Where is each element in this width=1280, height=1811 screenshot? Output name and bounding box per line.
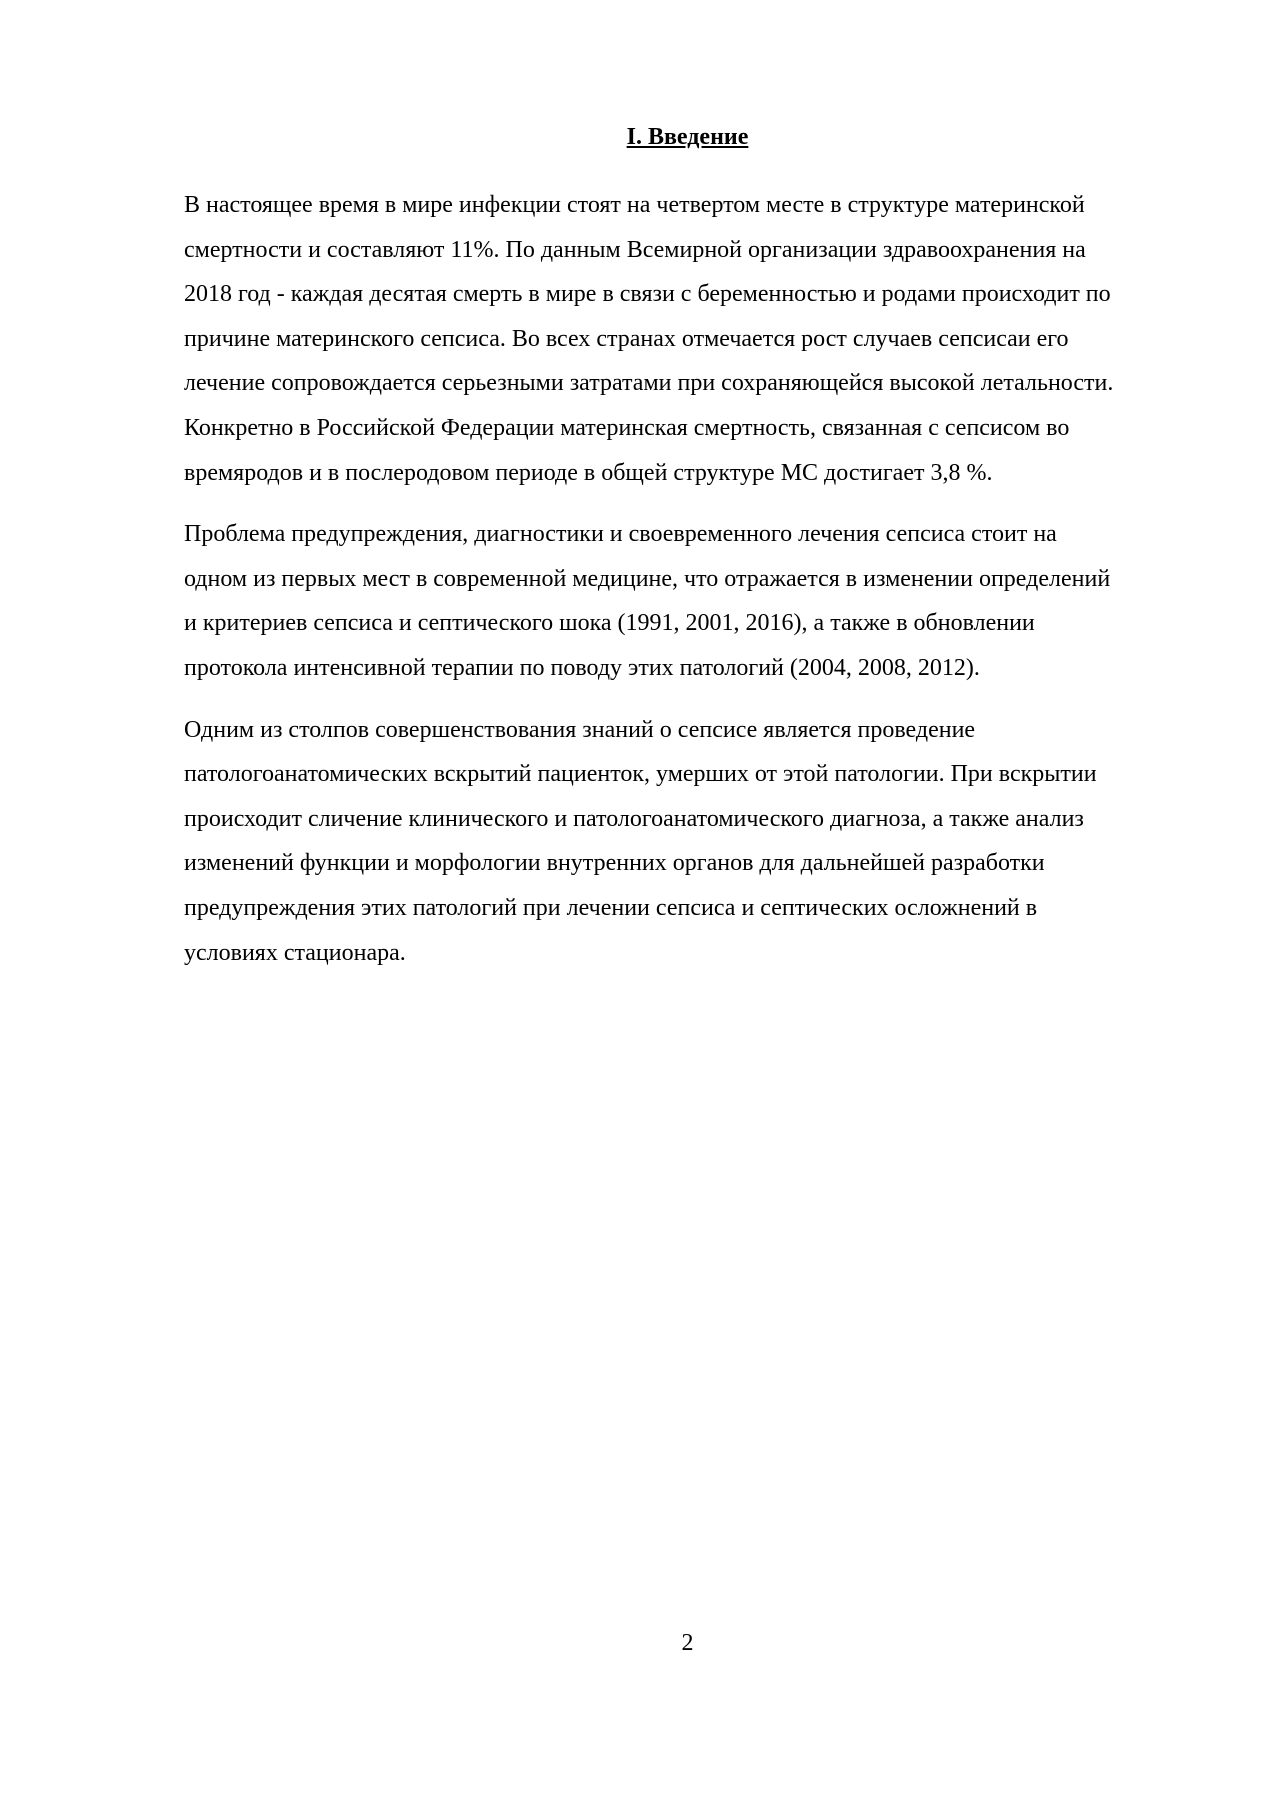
text-line: условиях стационара.	[184, 939, 406, 966]
text-line: 2018 год - каждая десятая смерть в мире в связи с беременностью и родами происходит по	[184, 281, 1111, 308]
section-heading: I. Введение	[626, 124, 749, 150]
text-line: В настоящее время в мире инфекции стоят на четвертом месте в структуре материнской	[184, 192, 1085, 218]
text-line: лечение сопровождается серьезными затратами при сохраняющейся высокой летальности.	[184, 370, 1114, 397]
text-line: Проблема предупреждения, диагностики и своевременного лечения сепсиса стоит на	[184, 521, 1057, 548]
text-line: одном из первых мест в современной медицине, что отражается в изменении определений	[184, 565, 1111, 592]
text-line: Одним из столпов совершенствования знаний о сепсисе является проведение	[184, 716, 976, 743]
text-line: происходит сличение клинического и патологоанатомического диагноза, а также анализ	[184, 805, 1084, 832]
page-number: 2	[681, 1630, 694, 1656]
text-line: Конкретно в Российской Федерации материнская смертность, связанная с сепсисом во	[184, 414, 1070, 441]
text-line: причине материнского сепсиса. Во всех странах отмечается рост случаев сепсисаи его	[184, 325, 1069, 352]
paragraph-1	[184, 183, 1194, 495]
text-line: изменений функции и морфологии внутренних органов для дальнейшей разработки	[184, 850, 1045, 877]
text-line: смертности и составляют 11%. По данным Всемирной организации здравоохранения на	[184, 236, 1086, 263]
body-text	[184, 183, 1194, 992]
text-line: предупреждения этих патологий при лечении сепсиса и септических осложнений в	[184, 894, 1038, 921]
paragraph-3	[184, 708, 1194, 976]
text-line: и критериев сепсиса и септического шока (1991, 2001, 2016), а также в обновлении	[184, 610, 1035, 637]
text-line: протокола интенсивной терапии по поводу этих патологий (2004, 2008, 2012).	[184, 654, 980, 681]
text-line: времяродов и в послеродовом периоде в общей структуре МС достигает 3,8 %.	[184, 459, 993, 486]
text-line: патологоанатомических вскрытий пациенток, умерших от этой патологии. При вскрытии	[184, 761, 1097, 788]
paragraph-2	[184, 512, 1194, 690]
